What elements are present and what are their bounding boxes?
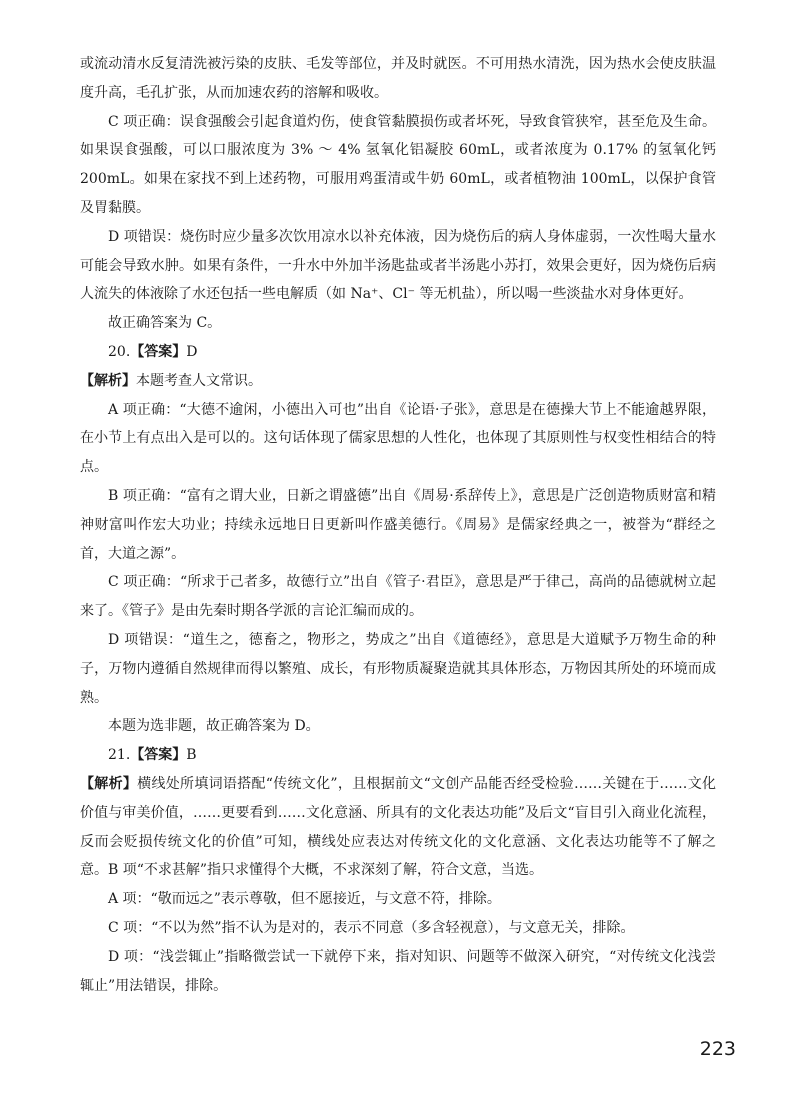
answer-label: 【答案】 <box>130 747 187 764</box>
paragraph-option-a: A 项正确：“大德不逾闲，小德出入可也”出自《论语·子张》，意思是在德操大节上不能逾越界限，在小节上有点出入是可以的。这句话体现了儒家思想的人性化，也体现了其原则性与权变性相结合的特点。 <box>80 401 716 476</box>
paragraph-option-a: A 项：“敬而远之”表示尊敬，但不愿接近，与文意不符，排除。 <box>108 891 501 908</box>
paragraph-option-b: B 项正确：“富有之谓大业，日新之谓盛德”出自《周易·系辞传上》，意思是广泛创造物质财富和精神财富叫作宏大功业；持续永远地日日更新叫作盛美德行。《周易》是儒家经典之一，被誉为“群经之首，大道之源”。 <box>80 487 716 562</box>
analysis-label: 【解析】 <box>80 372 136 389</box>
paragraph-continuation: 或流动清水反复清洗被污染的皮肤、毛发等部位，并及时就医。不可用热水清洗，因为热水会使皮肤温度升高，毛孔扩张，从而加速农药的溶解和吸收。 <box>80 56 716 101</box>
question-number: 21. <box>108 747 131 764</box>
analysis-text: 横线处所填词语搭配“传统文化”，且根据前文“文创产品能否经受检验……关键在于……文化价值与审美价值，……更要看到……文化意涵、所具有的文化表达功能”及后文“盲目引入商业化流程，反而会贬损传统文化的价值”可知，横线处应表达对传统文化的文化意涵、文化表达功能等不了解之意。B 项“不求甚解”指只求懂得个大概，不求深刻了解，符合文意，当选。 <box>80 775 716 879</box>
paragraph-option-d: D 项错误：“道生之，德畜之，物形之，势成之”出自《道德经》，意思是大道赋予万物生命的种子，万物内遵循自然规律而得以繁殖、成长，有形物质凝聚造就其具体形态，万物因其所处的环境而成熟。 <box>80 631 716 706</box>
page-body <box>80 50 716 1000</box>
paragraph-conclusion: 本题为选非题，故正确答案为 D。 <box>108 718 320 735</box>
analysis-label: 【解析】 <box>80 775 138 792</box>
answer-line-20 <box>80 338 716 367</box>
question-number: 20. <box>108 343 131 360</box>
paragraph-option-d: D 项：“浅尝辄止”指略微尝试一下就停下来，指对知识、问题等不做深入研究，“对传统文化浅尝辄止”用法错误，排除。 <box>80 948 716 994</box>
analysis-text: 本题考查人文常识。 <box>136 372 262 389</box>
answer-value: D <box>186 343 198 360</box>
paragraph-conclusion: 故正确答案为 C。 <box>108 315 222 332</box>
paragraph-option-c: C 项：“不以为然”指不认为是对的，表示不同意（多含轻视意），与文意无关，排除。 <box>108 919 635 936</box>
answer-label: 【答案】 <box>130 343 187 360</box>
analysis-line-20 <box>80 367 716 396</box>
answer-value: B <box>186 747 197 764</box>
paragraph-option-d: D 项错误：烧伤时应少量多次饮用凉水以补充体液，因为烧伤后的病人身体虚弱，一次性喝大量水可能会导致水肿。如果有条件，一升水中外加半汤匙盐或者半汤匙小苏打，效果会更好，因为烧伤后病人流失的体液除了水还包括一些电解质（如 Na⁺、Cl⁻ 等无机盐），所以喝一些淡盐水对身体更好。 <box>80 228 716 303</box>
analysis-line-21 <box>80 770 716 885</box>
page-number: 223 <box>699 1038 736 1060</box>
paragraph-option-c: C 项正确：误食强酸会引起食道灼伤，使食管黏膜损伤或者坏死，导致食管狭窄，甚至危及生命。如果误食强酸，可以口服浓度为 3% ～ 4% 氢氧化铝凝胶 60mL，或者浓度为 0.17% 的氢氧化钙 200mL。如果在家找不到上述药物，可服用鸡蛋清或牛奶 60mL，或者植物油 100mL，以保护食管及胃黏膜。 <box>80 113 716 216</box>
answer-line-21 <box>80 741 716 770</box>
paragraph-option-c: C 项正确：“所求于己者多，故德行立”出自《管子·君臣》，意思是严于律己，高尚的品德就树立起来了。《管子》是由先秦时期各学派的言论汇编而成的。 <box>80 574 716 620</box>
